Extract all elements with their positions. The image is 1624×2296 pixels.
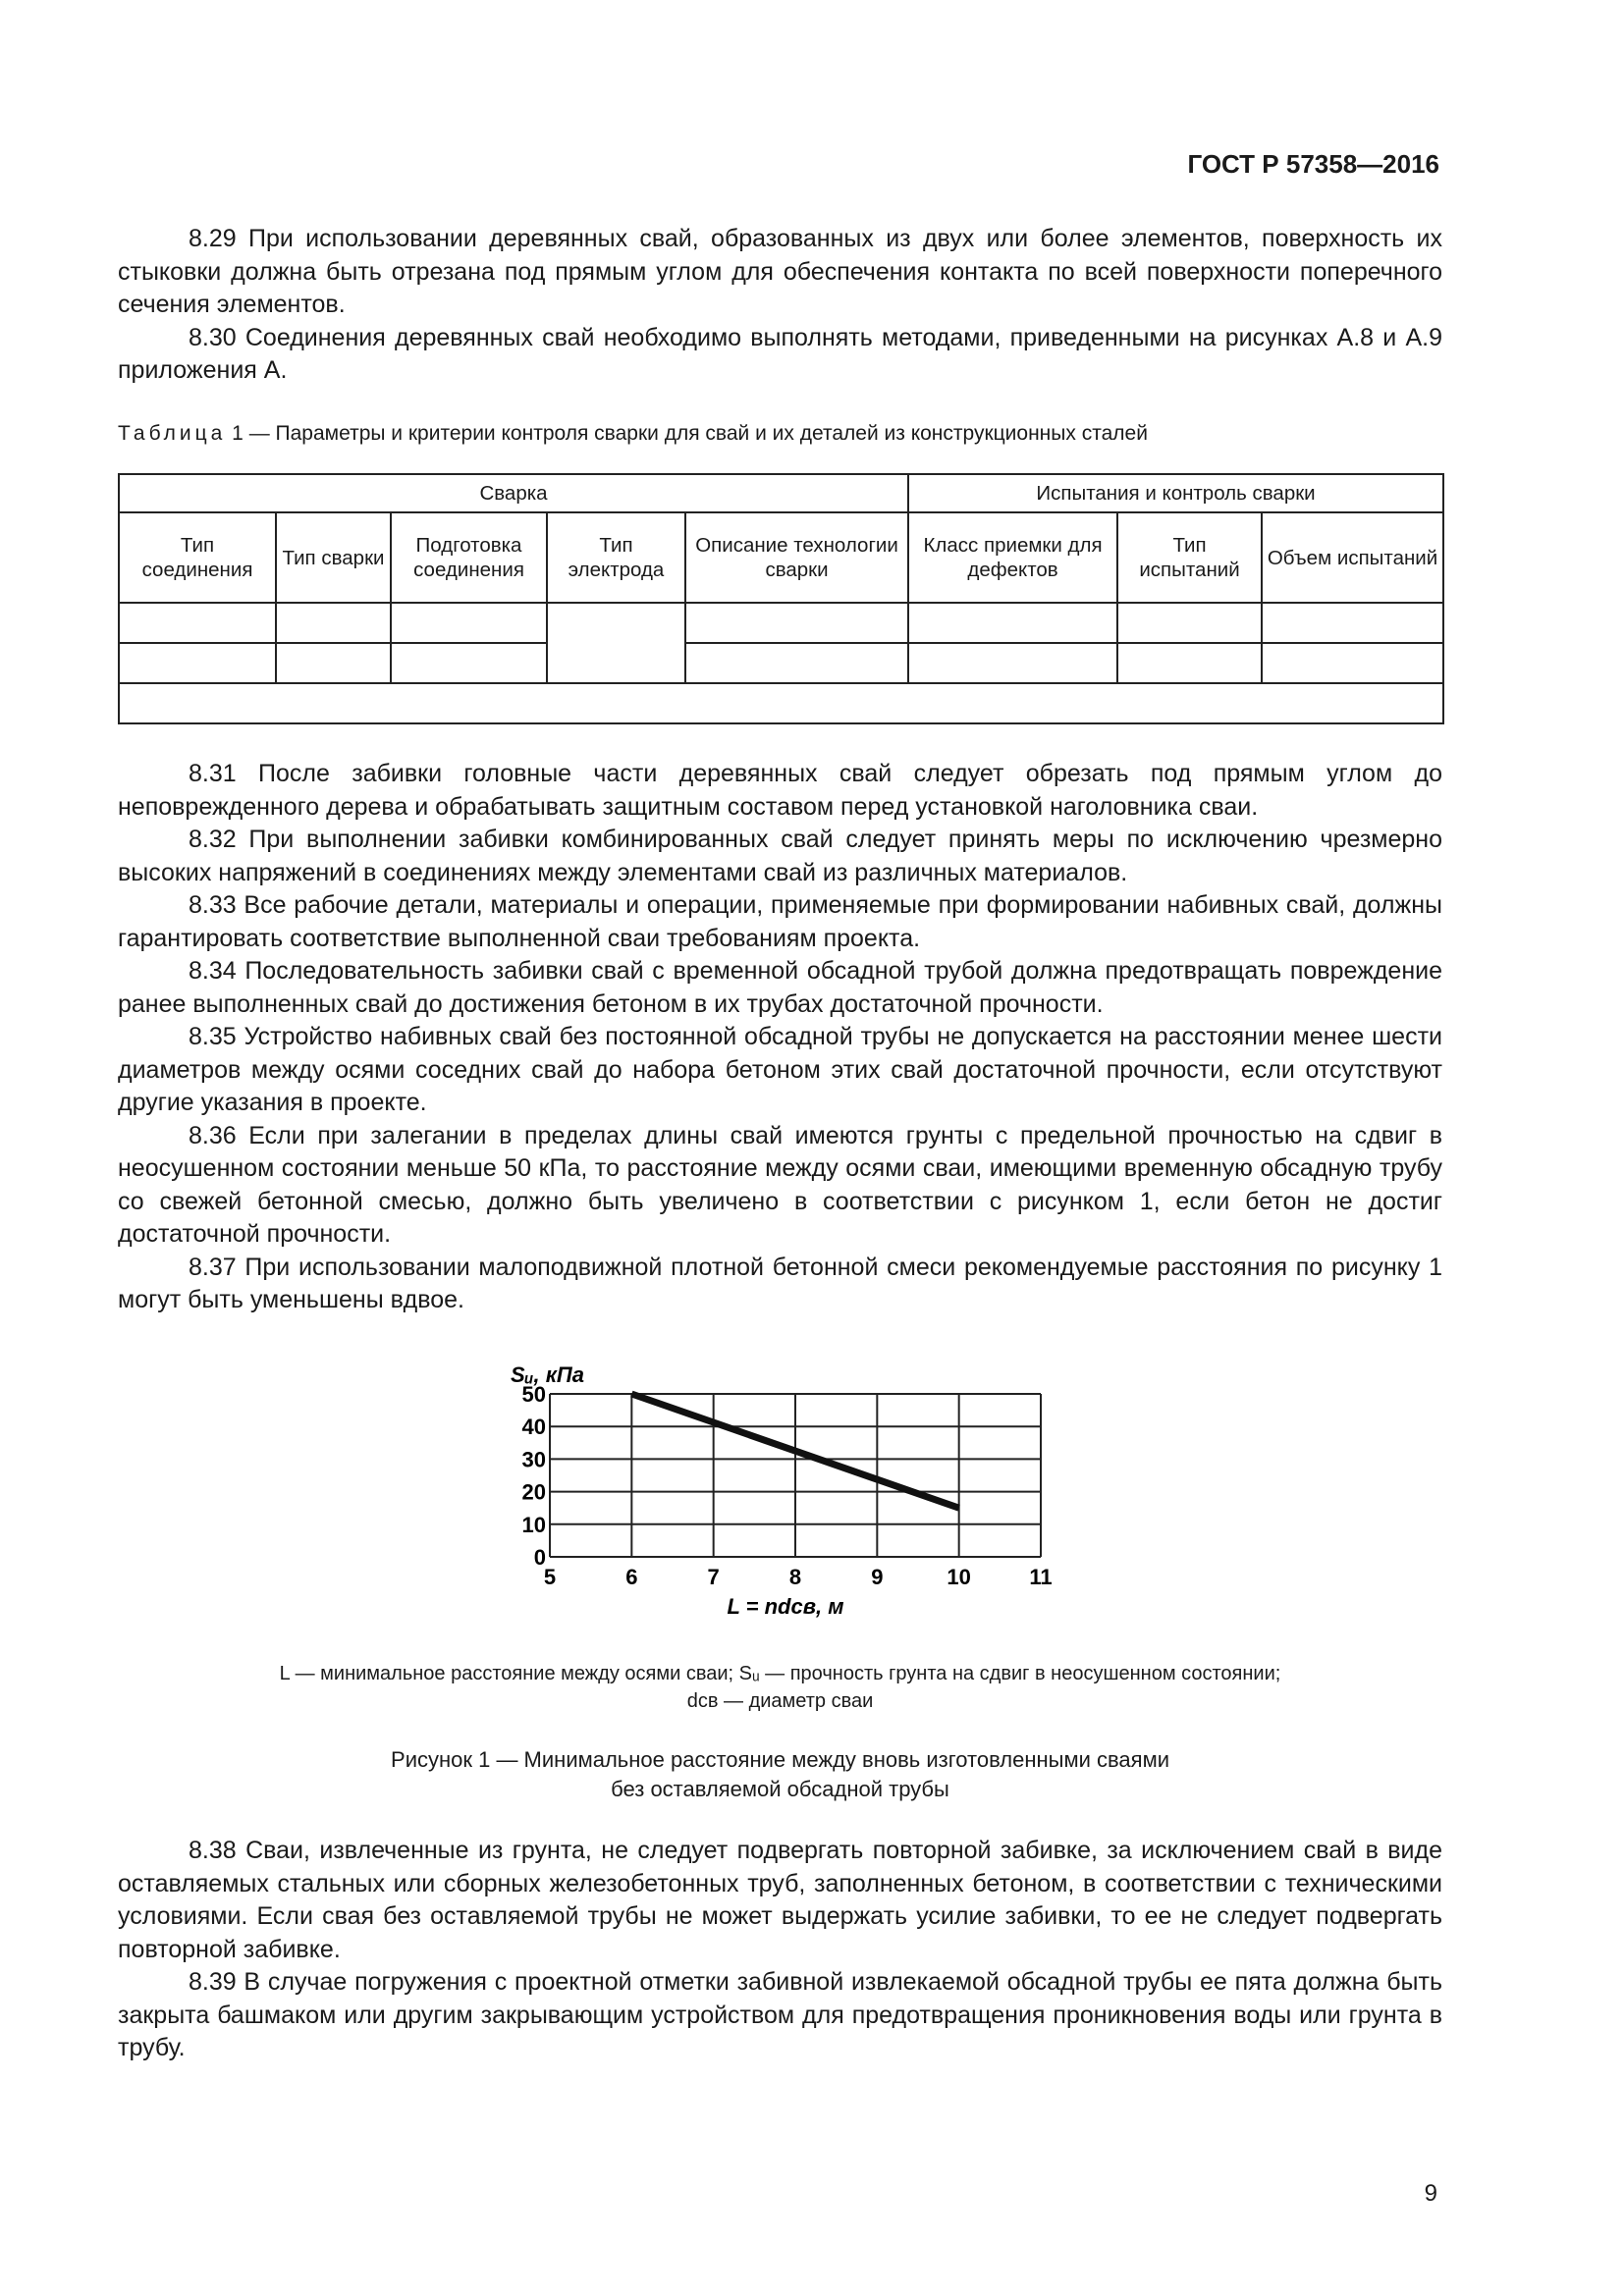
group-header-welding: Сварка [119,474,908,512]
column-header: Подготовка соединения [391,512,547,603]
table-cell [685,603,908,643]
paragraphs-bottom [118,1835,1442,2065]
paragraph-8-33: 8.33 Все рабочие детали, материалы и операции, применяемые при формировании набивных свай, должны гарантировать соответствие выполненной сваи требованиям проекта. [118,891,1442,952]
table-caption-label: Таблица [118,422,227,445]
chart-svg [491,1345,1080,1639]
group-header-testing: Испытания и контроль сварки [908,474,1443,512]
table-cell [391,643,547,683]
paragraph-8-30: 8.30 Соединения деревянных свай необходимо выполнять методами, приведенными на рисунках А.8 и А.9 приложения А. [118,323,1442,384]
table-row [119,643,1443,683]
table-cell [119,603,276,643]
x-tick-label: 5 [543,1565,557,1589]
table-cell [119,643,276,683]
paragraph-8-38: 8.38 Сваи, извлеченные из грунта, не следует подвергать повторной забивке, за исключением свай в виде оставляемых стальных или сборных железобетонных труб, заполненных бетоном, в соответствии с техническими условиями. Если свая без оставляемой трубы не может выдержать усилие забивки, то ее не следует подвергать повторной забивке. [118,1837,1442,1963]
page-number: 9 [1424,2180,1437,2207]
y-tick-label: 10 [521,1512,546,1537]
table-cell [1262,643,1443,683]
table-cell [276,643,391,683]
y-tick-label: 30 [521,1447,546,1472]
paragraphs-top [118,223,1442,388]
x-tick-label: 10 [947,1565,971,1589]
column-header: Класс приемки для дефектов [908,512,1117,603]
paragraph-8-37: 8.37 При использовании малоподвижной плотной бетонной смеси рекомендуемые расстояния по рисунку 1 могут быть уменьшены вдвое. [118,1253,1442,1313]
figure-legend-line2: dсв — диаметр сваи [686,1690,874,1712]
figure-title-line1: Рисунок 1 — Минимальное расстояние между вновь изготовленными сваями [391,1747,1169,1772]
y-axis-label: Sᵤ, кПа [511,1362,584,1387]
figure-title-line2: без оставляемой обсадной трубы [611,1777,949,1801]
table-caption [118,422,1453,446]
table-cell [276,603,391,643]
table-row [119,603,1443,643]
x-tick-label: 6 [625,1565,638,1589]
paragraph-8-35: 8.35 Устройство набивных свай без постоянной обсадной трубы не допускается на расстоянии менее шести диаметров между осями соседних свай до набора бетоном этих свай достаточной прочности, если отсутствуют другие указания в проекте. [118,1023,1442,1116]
x-tick-label: 8 [788,1565,802,1589]
table-cell [1117,643,1262,683]
column-header: Тип соединения [119,512,276,603]
figure-legend-line1: L — минимальное расстояние между осями сваи; Sᵤ — прочность грунта на сдвиг в неосушенном состоянии; [279,1663,1281,1684]
table-cell [908,643,1117,683]
x-axis-label: L = ndсв, м [727,1594,844,1619]
welding-control-table [118,473,1444,724]
column-header: Тип испытаний [1117,512,1262,603]
paragraph-8-36: 8.36 Если при залегании в пределах длины свай имеются грунты с предельной прочностью на сдвиг в неосушенном состоянии меньше 50 кПа, то расстояние между осями сваи, имеющими временную обсадную трубу со свежей бетонной смесью, должно быть увеличено в соответствии с рисунком 1, если бетон не достиг достаточной прочности. [118,1121,1442,1248]
paragraph-8-32: 8.32 При выполнении забивки комбинированных свай следует принять меры по исключению чрезмерно высоких напряжений в соединениях между элементами свай из различных материалов. [118,826,1442,886]
table-cell [119,683,1443,723]
table-row [119,683,1443,723]
table-cell [547,603,685,683]
y-tick-label: 20 [521,1479,546,1505]
column-header: Тип электрода [547,512,685,603]
document-code: ГОСТ Р 57358—2016 [1187,149,1439,179]
table-cell [1262,603,1443,643]
column-header: Описание технологии сварки [685,512,908,603]
paragraph-8-39: 8.39 В случае погружения с проектной отметки забивной извлекаемой обсадной трубы ее пята должна быть закрыта башмаком или другим закрывающим устройством для предотвращения проникновения воды или грунта в трубу. [118,1968,1442,2061]
paragraphs-middle [118,758,1442,1317]
y-tick-label: 50 [521,1382,546,1407]
column-header: Тип сварки [276,512,391,603]
column-header: Объем испытаний [1262,512,1443,603]
table-caption-text: 1 — Параметры и критерии контроля сварки для свай и их деталей из конструкционных сталей [226,422,1148,445]
paragraph-8-29: 8.29 При использовании деревянных свай, образованных из двух или более элементов, поверхность их стыковки должна быть отрезана под прямым углом для обеспечения контакта по всей поверхности поперечного сечения элементов. [118,225,1442,318]
figure-1-chart [491,1345,1080,1639]
table-cell [1117,603,1262,643]
x-tick-label: 11 [1029,1565,1053,1589]
x-tick-label: 9 [871,1565,884,1589]
table-cell [685,643,908,683]
table-cell [908,603,1117,643]
table-cell [391,603,547,643]
y-tick-label: 0 [533,1545,546,1570]
y-tick-label: 40 [521,1415,546,1440]
paragraph-8-31: 8.31 После забивки головные части деревянных свай следует обрезать под прямым углом до неповрежденного дерева и обрабатывать защитным составом перед установкой наголовника сваи. [118,760,1442,821]
x-tick-label: 7 [707,1565,720,1589]
paragraph-8-34: 8.34 Последовательность забивки свай с временной обсадной трубой должна предотвращать повреждение ранее выполненных свай до достижения бетоном в их трубах достаточной прочности. [118,957,1442,1018]
